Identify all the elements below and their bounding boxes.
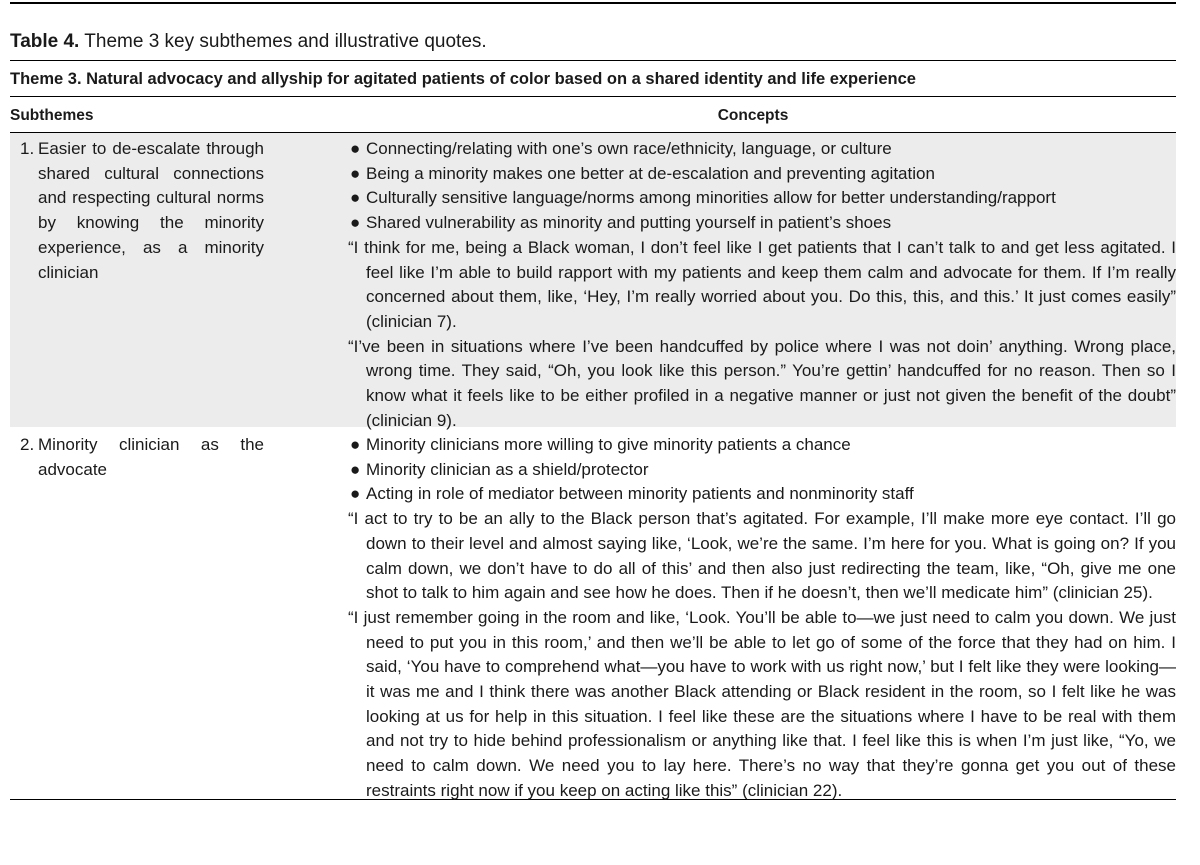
concept-text: Culturally sensitive language/norms among minorities allow for better understanding/rapport — [366, 188, 1056, 208]
subtheme-text: Minority clinician as the advocate — [38, 435, 264, 479]
concept-bullet — [350, 458, 1176, 483]
table-4 — [10, 0, 1176, 800]
concept-text: Being a minority makes one better at de-escalation and preventing agitation — [366, 163, 935, 183]
table-header — [10, 97, 1176, 132]
table-caption — [10, 30, 1176, 54]
subtheme-cell — [10, 429, 264, 799]
subtheme-number: 2. — [20, 435, 35, 454]
top-rule — [10, 2, 1176, 4]
subtheme-cell — [10, 133, 264, 427]
concepts-cell — [264, 133, 1176, 430]
bullet-dot-icon: ● — [350, 435, 361, 454]
illustrative-quote: “I act to try to be an ally to the Black person that’s agitated. For example, I’ll make more eye contact. I’ll go down to their level and almost saying like, ‘Look, we’re the same. I’m here for you. What is going on? If you calm down, we don’t have to do all of this’ and then also just redirecting the team, like, “Oh, give me one shot to talk to him again and see how he does. Then if he doesn’t, then we’ll medicate him” (clinician 25). — [348, 509, 1176, 603]
bullet-dot-icon: ● — [350, 484, 361, 504]
illustrative-quote: “I just remember going in the room and like, ‘Look. You’ll be able to—we just need to calm you down. We just need to put you in this room,’ and then we’ll be able to let go of some of the force that they had on him. I said, ‘You have to comprehend what—you have to work with us right now,’ but I felt like they were looking—it was me and I think there was another Black attending or Black resident in the room, so I felt like he was looking at us for help in this situation. I feel like these are the situations where I have to be real with them and not try to hide behind professionalism or anything like that. I feel like this is when I’m just like, “Yo, we need to calm down. We need you to lay here. There’s no way that they’re gonna get you out of these restraints right now if you keep on acting like this” (clinician 22). — [348, 607, 1176, 800]
header-concepts: Concepts — [717, 107, 789, 124]
illustrative-quote: “I’ve been in situations where I’ve been handcuffed by police where I was not doin’ anything. Wrong place, wrong time. They said, “Oh, you look like this person.” You’re gettin’ handcuffed for no reason. Then so I know what it feels like to be either profiled in a negative manner or just not given the benefit of the doubt” (clinician 9). — [348, 336, 1176, 430]
bullet-dot-icon: ● — [350, 163, 361, 183]
concept-text: Acting in role of mediator between minority patients and nonminority staff — [366, 484, 914, 504]
header-subthemes: Subthemes — [10, 107, 94, 124]
concept-bullet — [350, 482, 1176, 507]
table-label: Table 4. — [10, 31, 80, 52]
concept-bullet — [350, 186, 1176, 211]
concept-bullet — [350, 433, 1176, 458]
table-row — [10, 133, 1176, 430]
illustrative-quote: “I think for me, being a Black woman, I don’t feel like I get patients that I can’t talk to and get less agitated. I feel like I’m able to build rapport with my patients and keep them calm and advocate for them. If I’m really concerned about them, like, ‘Hey, I’m really worried about you. Do this, this, and this.’ It just comes easily” (clinician 7). — [348, 237, 1176, 331]
concept-text: Shared vulnerability as minority and putting yourself in patient’s shoes — [366, 213, 892, 233]
concept-text: Minority clinicians more willing to give minority patients a chance — [366, 435, 851, 454]
bullet-dot-icon: ● — [350, 139, 361, 158]
bullet-dot-icon: ● — [350, 213, 361, 233]
table-row — [10, 429, 1176, 799]
bullet-dot-icon: ● — [350, 188, 361, 208]
table-caption-text: Theme 3 key subthemes and illustrative quotes. — [84, 31, 487, 52]
concept-bullet — [350, 211, 1176, 236]
concept-bullet — [350, 137, 1176, 162]
concept-text: Connecting/relating with one’s own race/ethnicity, language, or culture — [366, 139, 892, 158]
concepts-cell — [264, 429, 1176, 799]
bullet-dot-icon: ● — [350, 459, 361, 479]
subtheme-text: Easier to de-escalate through shared cultural connections and respecting cultural norms by knowing the minority experience, as a minority clinician — [38, 139, 264, 282]
subtheme-number: 1. — [20, 139, 35, 158]
theme-title: Theme 3. Natural advocacy and allyship for agitated patients of color based on a shared identity and life experience — [10, 70, 916, 88]
concept-text: Minority clinician as a shield/protector — [366, 459, 649, 479]
concept-bullet — [350, 162, 1176, 187]
